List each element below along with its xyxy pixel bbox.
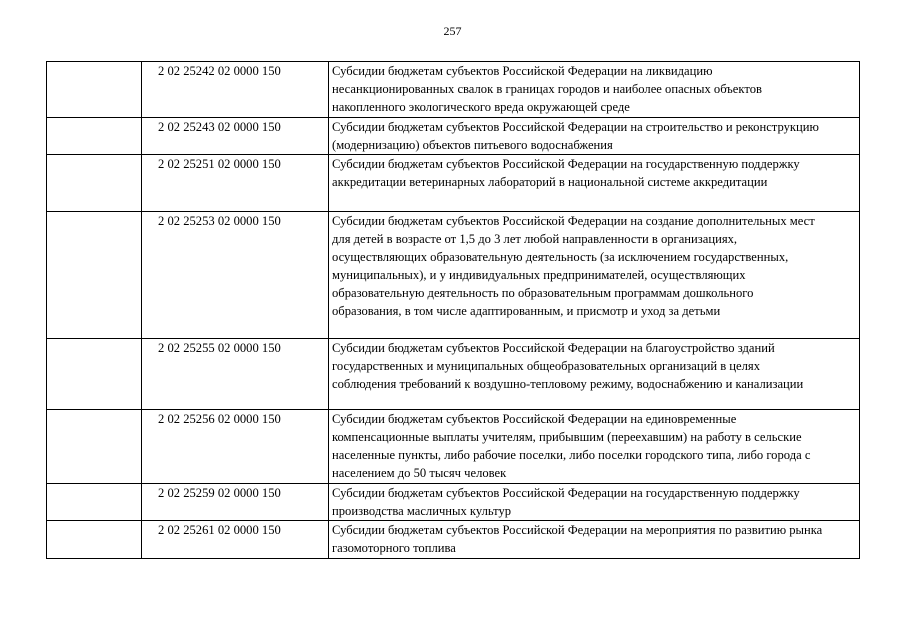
description-line: образования, в том числе адаптированным, и присмотр и уход за детьми	[332, 304, 721, 318]
budget-classification-table	[46, 61, 860, 559]
income-code-cell: 2 02 25242 02 0000 150	[142, 62, 329, 118]
description-line: Субсидии бюджетам субъектов Российской Федерации на создание дополнительных мест	[332, 214, 815, 228]
description-line: соблюдения требований к воздушно-тепловому режиму, водоснабжению и канализации	[332, 377, 804, 391]
description-line: Субсидии бюджетам субъектов Российской Федерации на единовременные	[332, 412, 737, 426]
description-line: образовательную деятельность по образовательным программам дошкольного	[332, 286, 754, 300]
description-cell	[329, 410, 860, 484]
description-line: Субсидии бюджетам субъектов Российской Федерации на благоустройство зданий	[332, 341, 775, 355]
description-line: накопленного экологического вреда окружающей среде	[332, 100, 630, 114]
description-cell	[329, 339, 860, 410]
income-code-cell: 2 02 25259 02 0000 150	[142, 484, 329, 521]
description-cell	[329, 521, 860, 559]
description-cell	[329, 118, 860, 155]
description-line: Субсидии бюджетам субъектов Российской Федерации на строительство и реконструкцию	[332, 120, 819, 134]
income-code-cell: 2 02 25261 02 0000 150	[142, 521, 329, 559]
table-row	[47, 521, 860, 559]
description-line: населением до 50 тысяч человек	[332, 466, 507, 480]
description-line: производства масличных культур	[332, 504, 512, 518]
table-row	[47, 212, 860, 339]
description-line: Субсидии бюджетам субъектов Российской Федерации на государственную поддержку	[332, 157, 800, 171]
income-code-cell: 2 02 25256 02 0000 150	[142, 410, 329, 484]
description-line: компенсационные выплаты учителям, прибывшим (переехавшим) на работу в сельские	[332, 430, 802, 444]
empty-cell	[47, 484, 142, 521]
income-code-cell: 2 02 25243 02 0000 150	[142, 118, 329, 155]
table-row	[47, 339, 860, 410]
description-line: Субсидии бюджетам субъектов Российской Федерации на ликвидацию	[332, 64, 713, 78]
table-row	[47, 155, 860, 212]
table-row	[47, 62, 860, 118]
description-line: населенные пункты, либо рабочие поселки, либо поселки городского типа, либо города с	[332, 448, 811, 462]
description-line: для детей в возрасте от 1,5 до 3 лет любой направленности в организациях,	[332, 232, 738, 246]
description-line: несанкционированных свалок в границах городов и наиболее опасных объектов	[332, 82, 762, 96]
empty-cell	[47, 118, 142, 155]
description-line: государственных и муниципальных общеобразовательных организаций в целях	[332, 359, 761, 373]
empty-cell	[47, 212, 142, 339]
description-cell	[329, 484, 860, 521]
table-row	[47, 410, 860, 484]
description-cell	[329, 155, 860, 212]
description-cell	[329, 62, 860, 118]
empty-cell	[47, 410, 142, 484]
income-code-cell: 2 02 25251 02 0000 150	[142, 155, 329, 212]
description-line: осуществляющих образовательную деятельность (за исключением государственных,	[332, 250, 789, 264]
income-code-cell: 2 02 25255 02 0000 150	[142, 339, 329, 410]
description-line: муниципальных), и у индивидуальных предпринимателей, осуществляющих	[332, 268, 746, 282]
empty-cell	[47, 62, 142, 118]
description-line: аккредитации ветеринарных лабораторий в национальной системе аккредитации	[332, 175, 768, 189]
income-code-cell: 2 02 25253 02 0000 150	[142, 212, 329, 339]
empty-cell	[47, 339, 142, 410]
description-line: Субсидии бюджетам субъектов Российской Федерации на государственную поддержку	[332, 486, 800, 500]
description-line: (модернизацию) объектов питьевого водоснабжения	[332, 138, 613, 152]
table-row	[47, 484, 860, 521]
description-line: Субсидии бюджетам субъектов Российской Федерации на мероприятия по развитию рынка	[332, 523, 823, 537]
description-cell	[329, 212, 860, 339]
empty-cell	[47, 521, 142, 559]
table-row	[47, 118, 860, 155]
page-number: 257	[443, 24, 462, 38]
empty-cell	[47, 155, 142, 212]
description-line: газомоторного топлива	[332, 541, 456, 555]
